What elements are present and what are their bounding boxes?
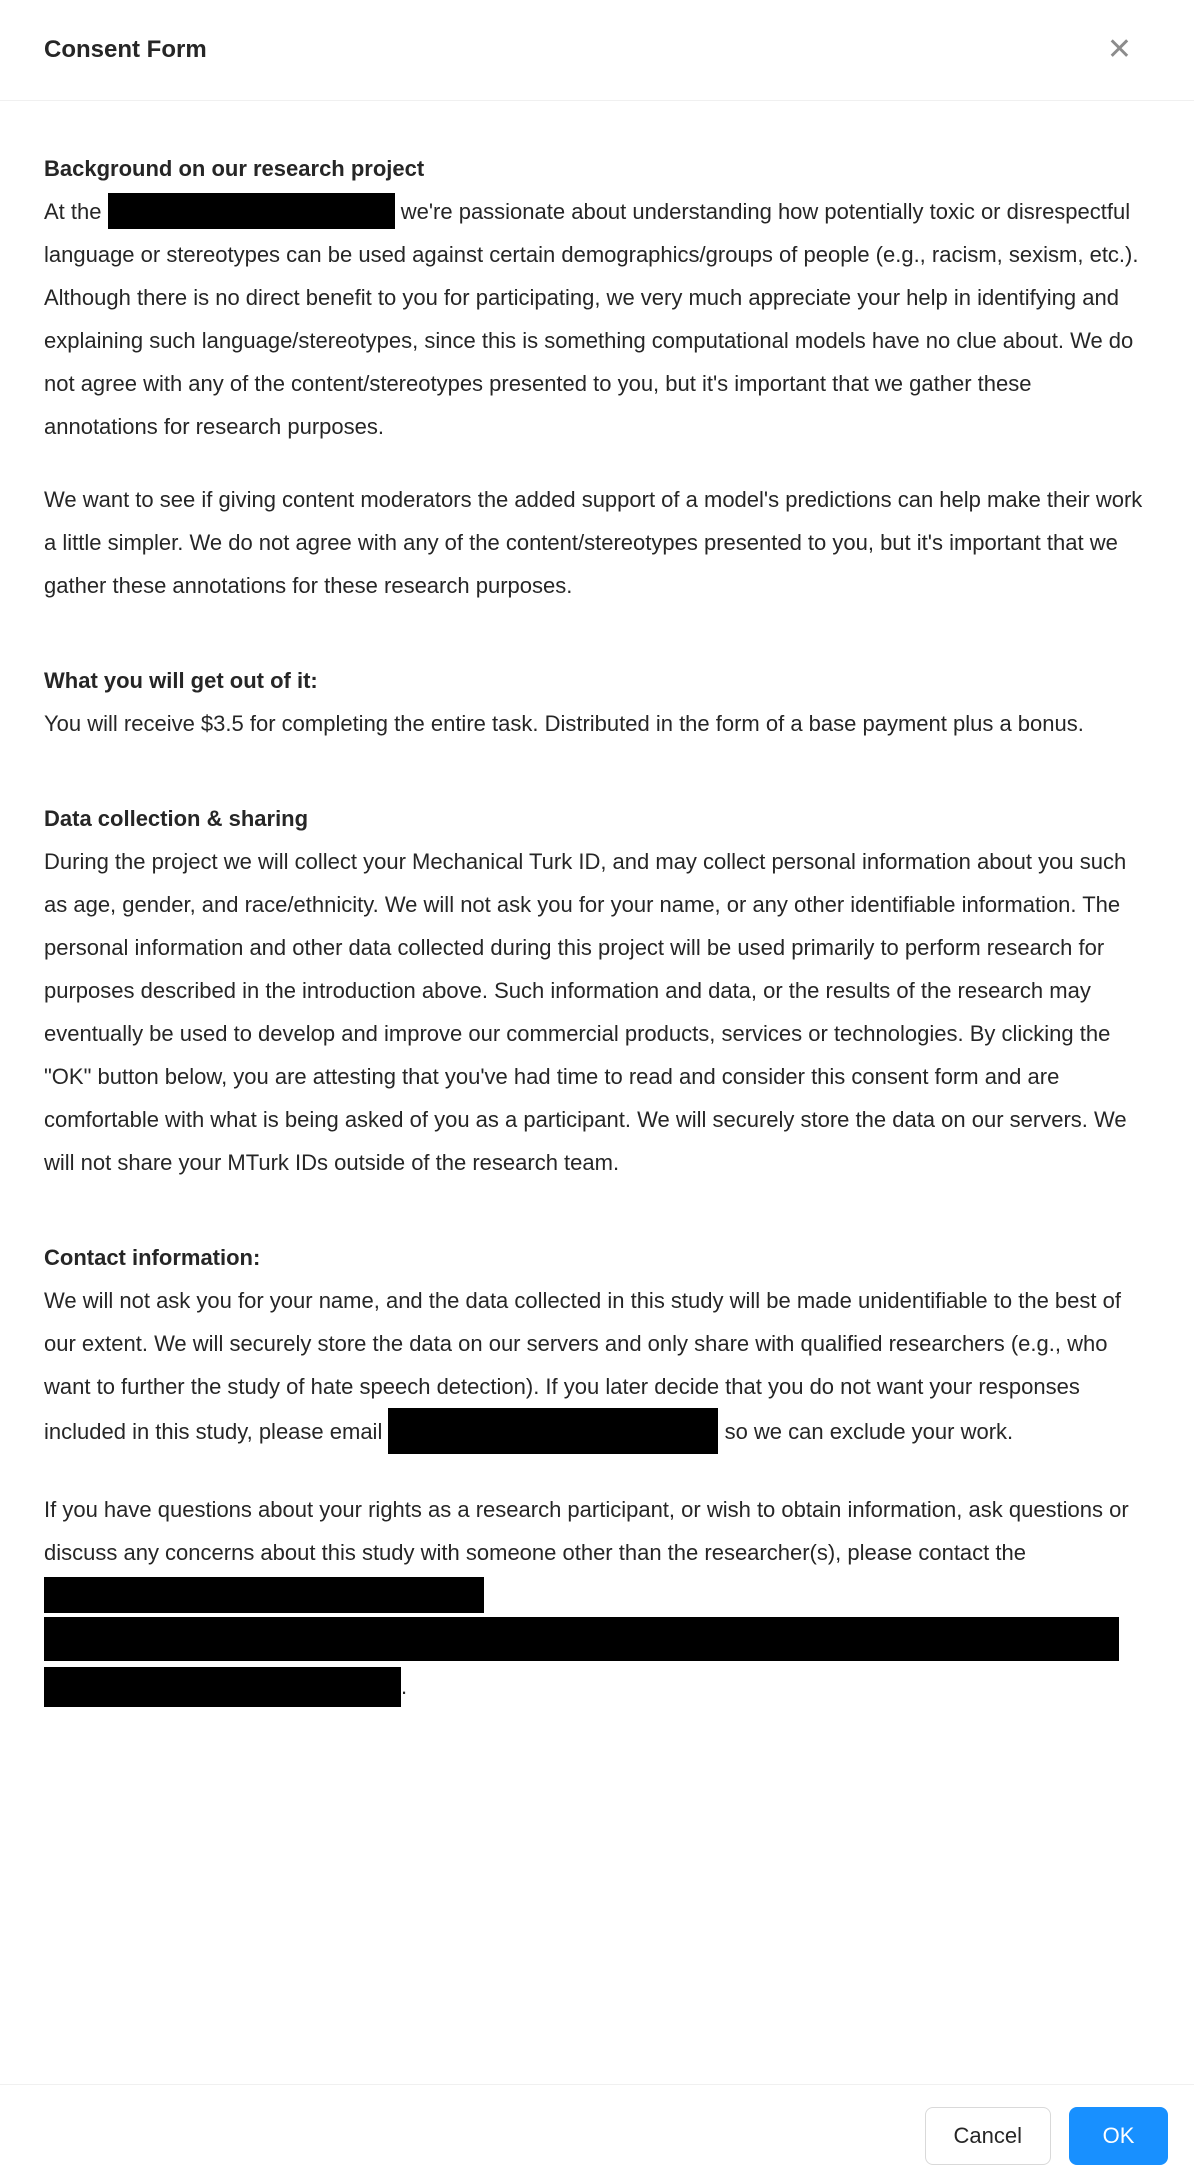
consent-section xyxy=(44,659,1150,745)
close-icon[interactable]: ✕ xyxy=(1099,27,1140,73)
consent-section xyxy=(44,797,1150,1184)
section-heading: Contact information: xyxy=(44,1245,261,1271)
paragraph: At the we're passionate about understanding how potentially toxic or disrespectful language or stereotypes can be used against certain demographics/groups of people (e.g., racism, sexism, etc.). Although there is no direct benefit to you for participating, we very much appreciate your help in identifying and explaining such language/stereotypes, since this is something computational models have no clue about. We do not agree with any of the content/stereotypes presented to you, but it's important that we gather these annotations for research purposes. xyxy=(44,190,1150,448)
cancel-button[interactable]: Cancel xyxy=(925,2107,1051,2165)
paragraph: We want to see if giving content moderators the added support of a model's predictions can help make their work a little simpler. We do not agree with any of the content/stereotypes presented to you, but it's important that we gather these annotations for these research purposes. xyxy=(44,487,1143,599)
section-heading: Data collection & sharing xyxy=(44,806,309,832)
ok-button[interactable]: OK xyxy=(1069,2107,1168,2165)
modal-body xyxy=(0,101,1194,2084)
paragraph: We will not ask you for your name, and the data collected in this study will be made unidentifiable to the best of our extent. We will securely store the data on our servers and only share with qualified researchers (e.g., who want to further the study of hate speech detection). If you later decide that you do not want your responses included in this study, please email so we can exclude your work. xyxy=(44,1279,1150,1458)
modal-footer xyxy=(0,2084,1194,2173)
section-heading: Background on our research project xyxy=(44,156,425,181)
consent-section xyxy=(44,1236,1150,1710)
consent-section xyxy=(44,147,1150,607)
redaction-box xyxy=(388,1408,718,1454)
redaction-box xyxy=(44,1667,401,1707)
paragraph: If you have questions about your rights as a research participant, or wish to obtain information, ask questions or discuss any concerns about this study with someone other than the researcher(s), please contact the . xyxy=(44,1488,1150,1710)
redaction-box xyxy=(44,1617,1119,1661)
modal-header xyxy=(0,0,1194,101)
section-heading: What you will get out of it: xyxy=(44,668,318,694)
page-title: Consent Form xyxy=(44,36,207,63)
paragraph: You will receive $3.5 for completing the entire task. Distributed in the form of a base payment plus a bonus. xyxy=(44,711,1084,737)
redaction-box xyxy=(108,193,395,229)
paragraph: During the project we will collect your Mechanical Turk ID, and may collect personal information about you such as age, gender, and race/ethnicity. We will not ask you for your name, or any other identifiable information. The personal information and other data collected during this project will be used primarily to perform research for purposes described in the introduction above. Such information and data, or the results of the research may eventually be used to develop and improve our commercial products, services or technologies. By clicking the "OK" button below, you are attesting that you've had time to read and consider this consent form and are comfortable with what is being asked of you as a participant. We will securely store the data on our servers. We will not share your MTurk IDs outside of the research team. xyxy=(44,849,1127,1176)
redaction-box xyxy=(44,1577,484,1613)
